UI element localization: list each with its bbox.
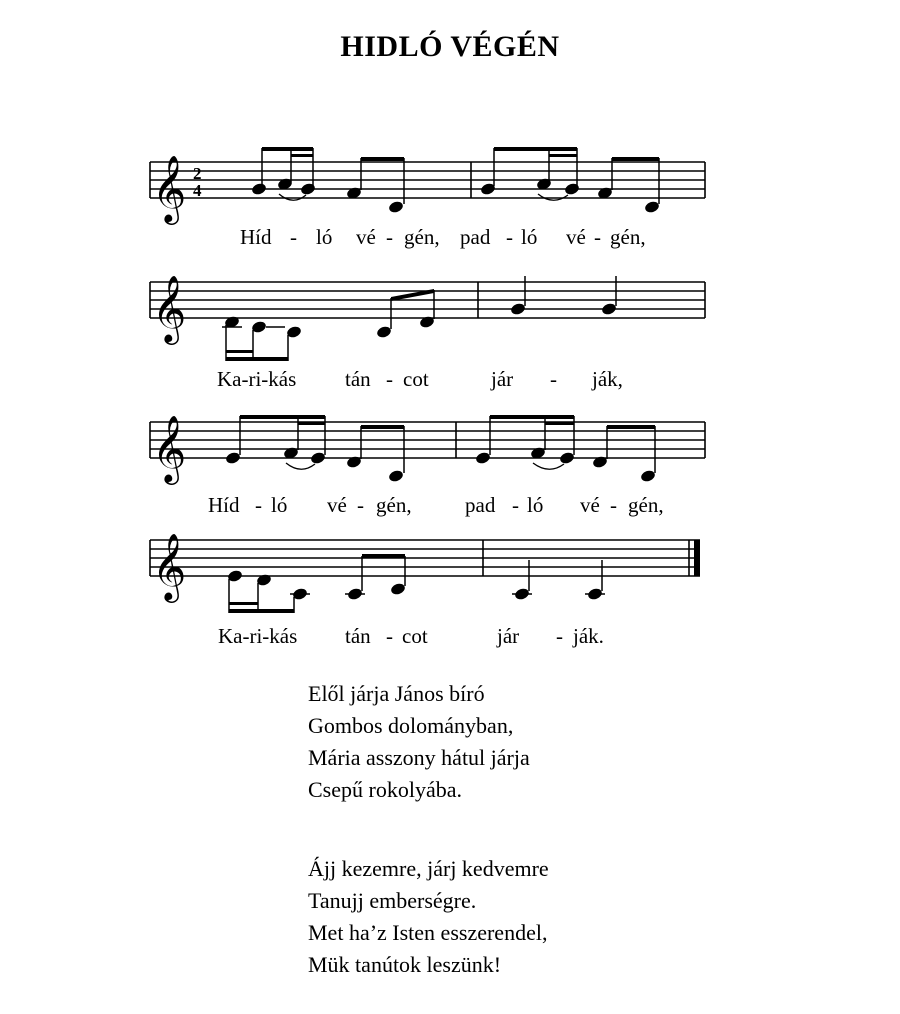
lyric-syllable: jár bbox=[497, 624, 520, 648]
lyric-syllable: vé bbox=[327, 493, 347, 517]
treble-clef-icon: 𝄞 bbox=[152, 274, 187, 342]
lyric-syllable: gén, bbox=[610, 225, 646, 249]
lyric-syllable: - bbox=[290, 225, 297, 249]
lyric-syllable: - bbox=[556, 624, 563, 648]
lyric-syllable: cot bbox=[403, 367, 429, 391]
verse-line: Mük tanútok leszünk! bbox=[308, 952, 502, 977]
lyric-syllable: Híd bbox=[240, 225, 272, 249]
song-title: HIDLÓ VÉGÉN bbox=[340, 30, 560, 63]
lyric-syllable: jár bbox=[491, 367, 514, 391]
treble-clef-icon: 𝄞 bbox=[152, 532, 187, 600]
lyric-syllable: - bbox=[506, 225, 513, 249]
verse-line: Tanujj emberségre. bbox=[308, 888, 477, 913]
verse-line: Csepű rokolyába. bbox=[308, 777, 462, 802]
lyric-syllable: tán bbox=[345, 624, 371, 648]
verse-line: Elől járja János bíró bbox=[308, 681, 485, 706]
lyric-syllable: ló bbox=[316, 225, 333, 249]
treble-clef-icon: 𝄞 bbox=[152, 154, 187, 222]
lyric-syllable: pad bbox=[460, 225, 491, 249]
lyric-syllable: Ka-ri-kás bbox=[218, 624, 298, 648]
verse-line: Mária asszony hátul járja bbox=[308, 745, 530, 770]
time-signature-numerator: 2 bbox=[193, 164, 202, 183]
lyric-syllable: - bbox=[610, 493, 617, 517]
staff-system-2 bbox=[0, 270, 900, 370]
lyric-syllable: vé bbox=[356, 225, 376, 249]
lyric-syllable: - bbox=[512, 493, 519, 517]
lyric-syllable: - bbox=[594, 225, 601, 249]
lyric-syllable: gén, bbox=[628, 493, 664, 517]
lyric-syllable: - bbox=[386, 225, 393, 249]
lyric-syllable: Ka-ri-kás bbox=[217, 367, 297, 391]
lyric-syllable: - bbox=[386, 367, 393, 391]
verse-1 bbox=[308, 678, 530, 806]
lyric-syllable: - bbox=[357, 493, 364, 517]
lyric-syllable: ják, bbox=[592, 367, 623, 391]
lyric-syllable: - bbox=[386, 624, 393, 648]
lyric-syllable: vé bbox=[566, 225, 586, 249]
lyric-syllable: gén, bbox=[404, 225, 440, 249]
treble-clef-icon: 𝄞 bbox=[152, 414, 187, 482]
lyric-syllable: vé bbox=[580, 493, 600, 517]
lyric-syllable: tán bbox=[345, 367, 371, 391]
lyric-syllable: ló bbox=[527, 493, 544, 517]
verse-line: Met ha’z Isten esszerendel, bbox=[308, 920, 548, 945]
lyric-syllable: Híd bbox=[208, 493, 240, 517]
lyric-syllable: ják. bbox=[573, 624, 604, 648]
lyric-syllable: - bbox=[550, 367, 557, 391]
final-barline bbox=[694, 540, 700, 576]
note-group bbox=[227, 554, 604, 613]
staff-system-1 bbox=[0, 150, 900, 240]
lyric-syllable: ló bbox=[521, 225, 538, 249]
staff-system-4 bbox=[0, 528, 900, 628]
time-signature-denominator: 4 bbox=[193, 181, 202, 200]
lyric-syllable: - bbox=[255, 493, 262, 517]
verse-2 bbox=[308, 853, 549, 981]
verse-line: Ájj kezemre, járj kedvemre bbox=[308, 856, 549, 881]
staff-system-3 bbox=[0, 410, 900, 500]
lyric-syllable: ló bbox=[271, 493, 288, 517]
lyric-syllable: pad bbox=[465, 493, 496, 517]
lyric-syllable: gén, bbox=[376, 493, 412, 517]
verse-line: Gombos dolományban, bbox=[308, 713, 514, 738]
lyric-syllable: cot bbox=[402, 624, 428, 648]
